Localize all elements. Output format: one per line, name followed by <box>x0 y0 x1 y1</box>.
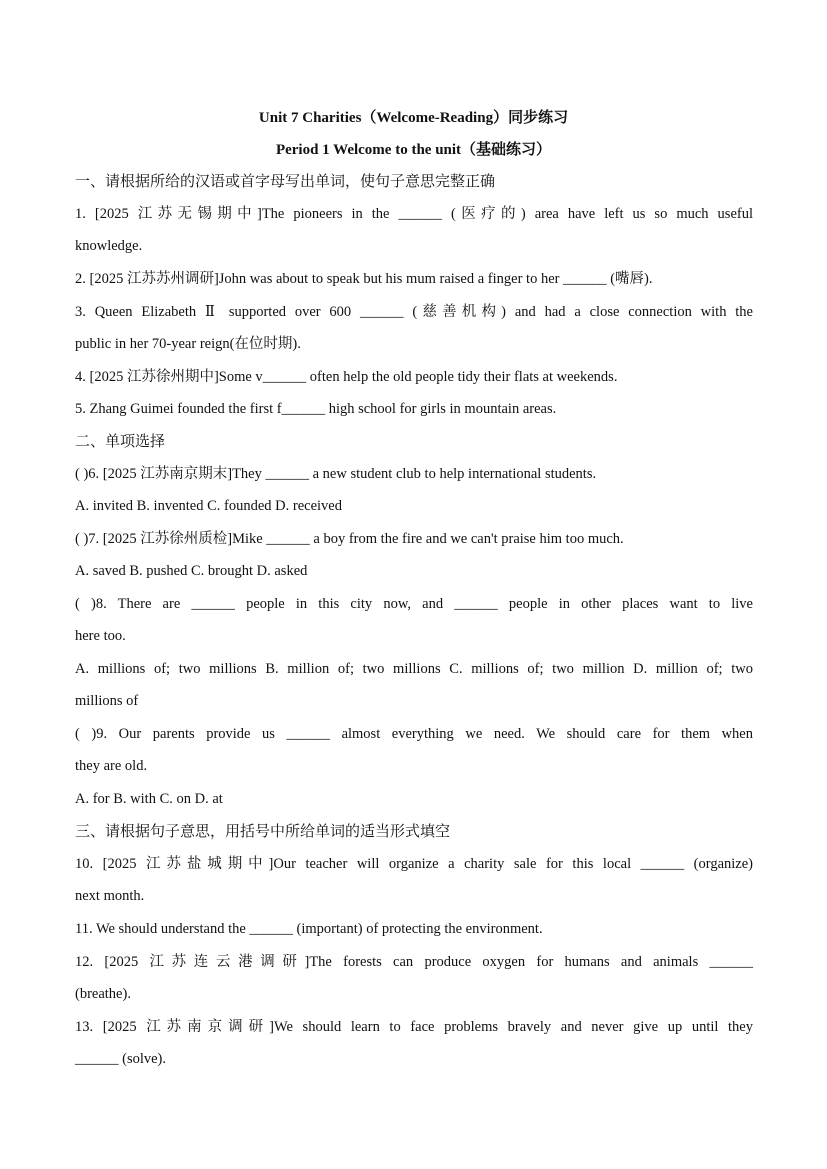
question-7: ( )7. [2025 江苏徐州质检]Mike ______ a boy from the fire and we can't praise him too much. <box>75 531 624 547</box>
worksheet-title: Unit 7 Charities（Welcome-Reading）同步练习 <box>258 110 569 126</box>
question-5: 5. Zhang Guimei founded the first f______ high school for girls in mountain areas. <box>75 401 557 417</box>
section-2-heading: 二、单项选择 <box>75 432 166 450</box>
question-10-line-1: 10. [2025 江苏盐城期中]Our teacher will organize a charity sale for this local ______ (organize) <box>75 856 753 872</box>
question-12-line-1: 12. [2025 江苏连云港调研]The forests can produce oxygen for humans and animals ______ <box>75 954 753 970</box>
question-3-line-2: public in her 70-year reign(在位时期). <box>75 336 301 352</box>
worksheet-subtitle: Period 1 Welcome to the unit（基础练习） <box>275 142 552 158</box>
question-6-options: A. invited B. invented C. founded D. received <box>75 498 342 514</box>
question-7-options: A. saved B. pushed C. brought D. asked <box>75 563 308 579</box>
question-12-line-2: (breathe). <box>75 986 131 1002</box>
question-9-line-2: they are old. <box>75 758 148 774</box>
section-1-heading: 一、请根据所给的汉语或首字母写出单词，使句子意思完整正确 <box>75 172 496 190</box>
question-6: ( )6. [2025 江苏南京期末]They ______ a new student club to help international students. <box>75 466 597 482</box>
question-8-options-line-2: millions of <box>75 693 139 709</box>
question-13-line-2: ______ (solve). <box>75 1051 167 1067</box>
question-4: 4. [2025 江苏徐州期中]Some v______ often help the old people tidy their flats at weekends. <box>75 369 618 385</box>
question-8-line-2: here too. <box>75 628 126 644</box>
question-1-line-1: 1. [2025 江苏无锡期中]The pioneers in the ______ (医疗的) area have left us so much useful <box>75 206 753 222</box>
question-8-line-1: ( )8. There are ______ people in this city now, and ______ people in other places want to live <box>75 596 753 612</box>
question-11: 11. We should understand the ______ (important) of protecting the environment. <box>75 921 543 937</box>
question-1-line-2: knowledge. <box>75 238 143 254</box>
question-10-line-2: next month. <box>75 888 145 904</box>
question-9-options: A. for B. with C. on D. at <box>75 791 223 807</box>
section-3-heading: 三、请根据句子意思，用括号中所给单词的适当形式填空 <box>75 822 451 840</box>
question-9-line-1: ( )9. Our parents provide us ______ almost everything we need. We should care for them when <box>75 726 753 742</box>
question-8-options-line-1: A. millions of; two millions B. million of; two millions C. millions of; two million D. million of; two <box>75 661 753 677</box>
question-2: 2. [2025 江苏苏州调研]John was about to speak but his mum raised a finger to her ______ (嘴唇). <box>75 271 653 287</box>
question-3-line-1: 3. Queen Elizabeth Ⅱ supported over 600 ______ (慈善机构) and had a close connection with the <box>75 304 753 320</box>
question-13-line-1: 13. [2025 江苏南京调研]We should learn to face problems bravely and never give up until they <box>75 1019 753 1035</box>
